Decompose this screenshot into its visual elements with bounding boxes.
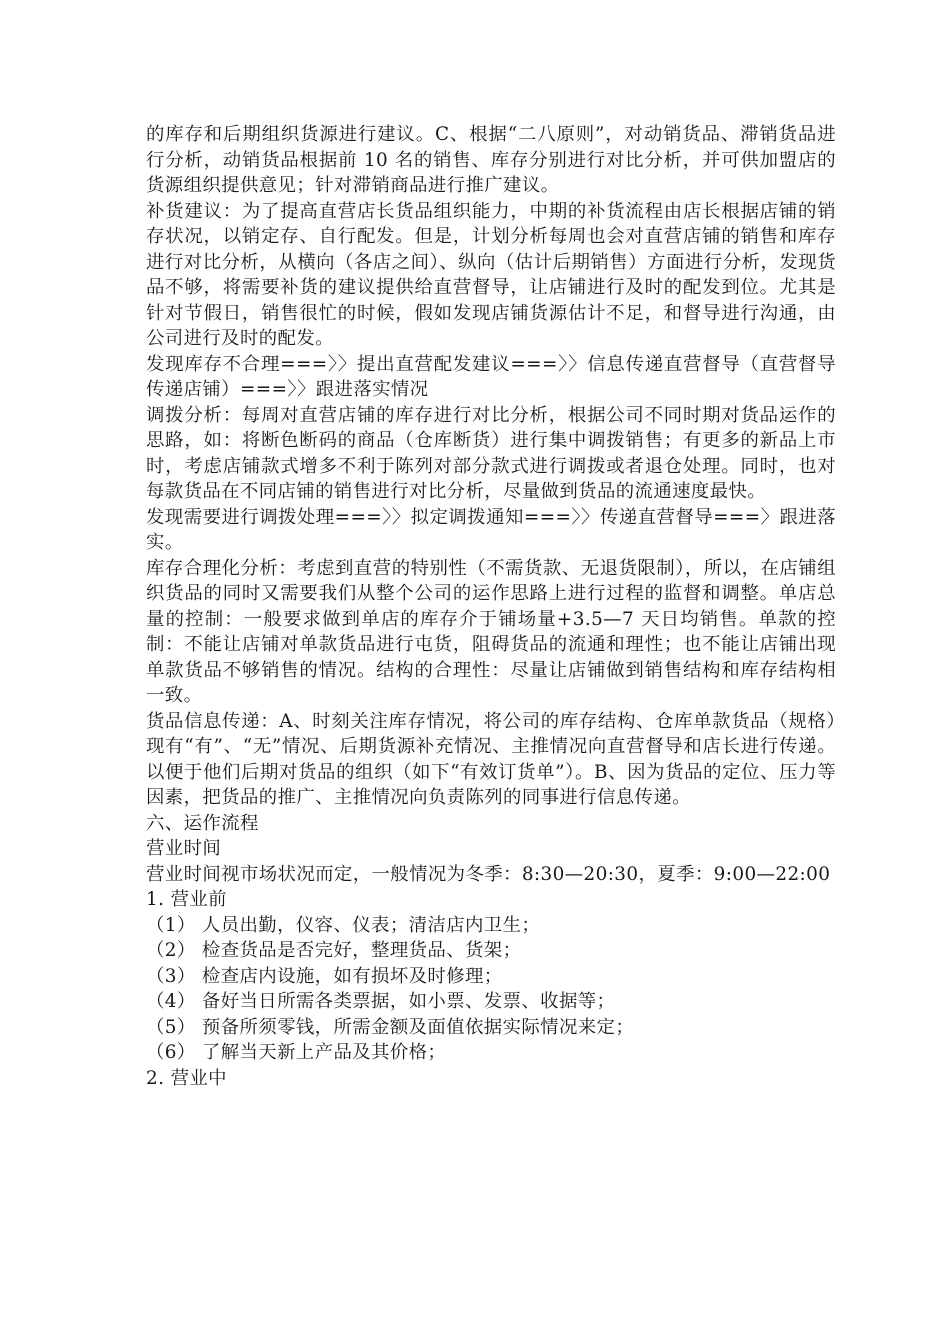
paragraph-transfer-analysis: 调拨分析：每周对直营店铺的库存进行对比分析，根据公司不同时期对货品运作的思路，如：将断色断码的商品（仓库断货）进行集中调拨销售；有更多的新品上市时，考虑店铺款式增多不利于陈列对部分款式进行调拨或者退仓处理。同时，也对每款货品在不同店铺的销售进行对比分析，尽量做到货品的流通速度最快。 — [146, 404, 836, 502]
list-item: （2） 检查货品是否完好，整理货品、货架； — [146, 940, 522, 961]
subheading-during-business: 2. 营业中 — [146, 1067, 227, 1089]
paragraph-inventory-rationalization: 库存合理化分析：考虑到直营的特别性（不需货款、无退货限制），所以，在店铺组织货品的同时又需要我们从整个公司的运作思路上进行过程的监督和调整。单店总量的控制：一般要求做到单店的库存介于铺场量+3.5—7 天日均销售。单款的控制：不能让店铺对单款货品进行屯货，阻碍货品的流通和理性；也不能让店铺出现单款货品不够销售的情况。结构的合理性：尽量让店铺做到销售结构和库存结构相一致。 — [146, 557, 836, 706]
list-item: （3） 检查店内设施，如有损坏及时修理； — [146, 965, 503, 987]
list-item: （6） 了解当天新上产品及其价格； — [146, 1042, 447, 1063]
document-page — [146, 122, 836, 1091]
list-item: （1） 人员出勤，仪容、仪表；清洁店内卫生； — [146, 914, 541, 936]
before-business-list — [146, 913, 836, 1066]
paragraph-info-transfer: 货品信息传递：A、时刻关注库存情况，将公司的库存结构、仓库单款货品（规格）现有“有”、“无”情况、后期货源补充情况、主推情况向直营督导和店长进行传递。以便于他们后期对货品的组织（如下“有效订货单”）。B、因为货品的定位、压力等因素，把货品的推广、主推情况向负责陈列的同事进行信息传递。 — [146, 710, 836, 808]
subheading-business-hours: 营业时间 — [146, 838, 222, 859]
list-item: （4） 备好当日所需各类票据，如小票、发票、收据等； — [146, 991, 616, 1012]
paragraph-replenishment: 补货建议：为了提高直营店长货品组织能力，中期的补货流程由店长根据店铺的销存状况，以销定存、自行配发。但是，计划分析每周也会对直营店铺的销售和库存进行对比分析，从横向（各店之间）、纵向（估计后期销售）方面进行分析，发现货品不够，将需要补货的建议提供给直营督导，让店铺进行及时的配发到位。尤其是针对节假日，销售很忙的时候，假如发现店铺货源估计不足，和督导进行沟通，由公司进行及时的配发。 — [146, 200, 836, 349]
paragraph-business-hours: 营业时间视市场状况而定，一般情况为冬季：8:30—20:30，夏季：9:00—22:00 — [146, 863, 831, 885]
section-heading-operation-flow: 六、运作流程 — [146, 812, 259, 834]
subheading-before-business: 1. 营业前 — [146, 889, 227, 910]
paragraph-stock-analysis: 的库存和后期组织货源进行建议。C、根据“二八原则”，对动销货品、滞销货品进行分析，动销货品根据前 10 名的销售、库存分别进行对比分析，并可供加盟店的货源组织提供意见；针对滞销商品进行推广建议。 — [146, 124, 836, 196]
paragraph-transfer-flow: 发现需要进行调拨处理===〉〉拟定调拨通知===〉〉传递直营督导===〉跟进落实。 — [146, 506, 836, 553]
list-item: （5） 预备所须零钱，所需金额及面值依据实际情况来定； — [146, 1016, 635, 1038]
paragraph-replenishment-flow: 发现库存不合理===〉〉提出直营配发建议===〉〉信息传递直营督导（直营督导传递店铺）===〉〉跟进落实情况 — [146, 353, 836, 400]
